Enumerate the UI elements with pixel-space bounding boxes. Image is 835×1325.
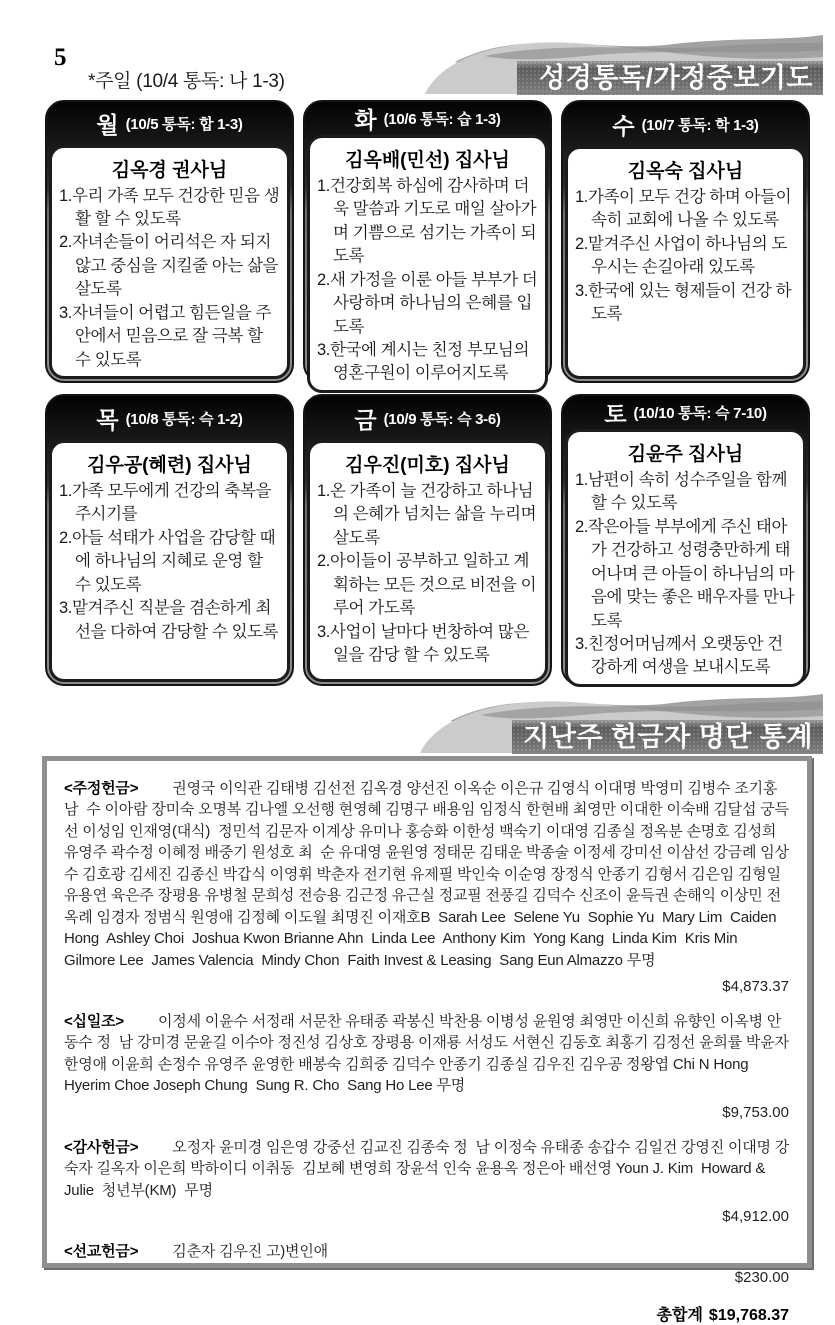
prayer-card-monday <box>45 100 294 383</box>
prayer-card-body <box>49 440 290 682</box>
offering-section-tithe <box>64 1011 791 1121</box>
sunday-reading-note: *주일 (10/4 통독: 나 1-3) <box>88 71 285 92</box>
offering-names-paragraph <box>64 1241 791 1262</box>
prayer-banner <box>425 34 823 96</box>
prayer-card-body <box>307 135 548 393</box>
prayer-item: 3.맡겨주신 직분을 겸손하게 최선을 다하여 감당할 수 있도록 <box>59 599 279 641</box>
day-label: 수 <box>612 112 635 139</box>
prayer-card-header <box>563 396 808 429</box>
offering-banner-title: 지난주 헌금자 명단 통계 <box>512 720 823 754</box>
day-label: 금 <box>354 406 377 433</box>
prayer-card-body <box>565 146 806 379</box>
day-label: 토 <box>604 401 627 427</box>
offering-total-amount: $19,768.37 <box>708 1307 789 1325</box>
prayer-card-body <box>49 145 290 379</box>
offering-donor-names: 이정세 이윤수 서정래 서문찬 유태종 곽봉신 박찬용 이병성 윤원영 최영만 이신희 유향인 이옥병 안동수 정 남 강미경 문윤길 이수아 정진성 김상호 장평용 이재룡 서성도 서현신 김동호 최홍기 김정선 윤희률 박윤자 한영애 이윤희 손정수 유영주 윤영한 배봉숙 김희중 김덕수 안종기 김종실 김우진 김우공 정왕엽 Chi N Hong Hyerim Choe Joseph Chung Sung R. Cho Sang Ho Lee 무명 <box>64 1012 793 1095</box>
prayer-card-header <box>47 102 292 145</box>
offering-section-label: <주정헌금> <box>64 780 139 797</box>
offering-names-paragraph <box>64 1137 791 1201</box>
offering-section-label: <선교헌금> <box>64 1243 139 1260</box>
prayer-card-body <box>307 440 548 682</box>
prayer-banner-title: 성경통독/가정중보기도 <box>517 61 823 95</box>
day-reading-info: (10/9 통독: 슥 3-6) <box>383 410 501 428</box>
person-name: 김옥배(민선) 집사님 <box>345 150 510 171</box>
prayer-card-header <box>305 396 550 440</box>
person-name: 김우공(혜련) 집사님 <box>87 455 252 476</box>
person-name: 김윤주 집사님 <box>627 444 744 465</box>
prayer-card-saturday <box>561 394 810 686</box>
offering-donor-names: 오정자 윤미경 임은영 강중선 김교진 김종숙 정 남 이정숙 유태종 송갑수 김일건 강영진 이대명 강숙자 길옥자 이은희 박하이디 이취동 김보혜 변영희 장윤석 인숙 윤용옥 정은아 배선영 Youn J. Kim Howard & Julie 청년부(KM) 무명 <box>64 1138 790 1199</box>
prayer-item: 2.맡겨주신 사업이 하나님의 도우시는 손길아래 있도록 <box>575 234 787 277</box>
offering-names-paragraph <box>64 778 791 971</box>
offering-amount: $4,912.00 <box>722 1208 789 1225</box>
offering-donor-names: 권영국 이익관 김태병 김선전 김옥경 양선진 이옥순 이은규 김영식 이대명 박영미 김병수 조기홍 남 수 이아람 장미숙 오명복 김나엘 오선행 현영혜 김명구 배용임 임정식 한현배 최영만 이대한 이숙배 김달섭 궁득선 이성임 인재영(대식) 정민석 김문자 이계상 유미나 홍승화 이한성 백숙기 이대영 김종실 정옥분 손명호 김성희 유영주 곽수정 이혜정 배중기 원성호 최 순 유대영 윤원영 정태문 김태운 박종술 이정세 강미선 이삼선 강금례 임상수 김호광 김세진 김종신 박갑식 이영휘 박춘자 전기현 유제필 박인숙 이순영 장정식 안종기 김형서 김은임 김형일 유용연 육은주 장평용 유병철 문희성 전승용 김근정 유근실 정교필 전풍길 김덕수 신조이 윤득권 손해익 이상민 전옥례 임경자 정범식 원영애 김정혜 이도월 최명진 이재호B Sarah Lee Selene Yu Sophie Yu Mary Lim Caiden Hong Ashley Choi Joshua Kwon Brianne Ahn Linda Lee Anthony Kim Yong Kang Linda Kim Kris Min Gilmore Lee James Valencia Mindy Chon Faith Invest & Leasing Sang Eun Almazzo 무명 <box>64 780 789 969</box>
prayer-item: 1.남편이 속히 성수주일을 함께 할 수 있도록 <box>575 471 787 513</box>
offering-total <box>64 1302 791 1325</box>
day-reading-info: (10/7 통독: 학 1-3) <box>641 116 759 134</box>
person-name: 김옥경 권사님 <box>111 159 228 181</box>
day-reading-info: (10/10 통독: 슥 7-10) <box>633 405 767 422</box>
person-name: 김우진(미호) 집사님 <box>345 455 510 476</box>
prayer-item: 2.아이들이 공부하고 일하고 계획하는 모든 것으로 비전을 이루어 가도록 <box>317 552 537 618</box>
offering-section-regular <box>64 778 791 995</box>
offering-amount: $230.00 <box>734 1269 789 1287</box>
offering-donor-names: 김춘자 김우진 고)변인애 <box>172 1243 328 1260</box>
prayer-item: 1.온 가족이 늘 건강하고 하나님의 은혜가 넘치는 삶을 누리며 살도록 <box>317 482 537 547</box>
prayer-item: 1.가족이 모두 건강 하며 아들이 속히 교회에 나올 수 있도록 <box>575 188 792 230</box>
offering-amount: $4,873.37 <box>722 977 789 995</box>
prayer-item: 3.자녀들이 어렵고 힘든일을 주안에서 믿음으로 잘 극복 할 수 있도록 <box>59 303 271 369</box>
prayer-item: 2.아들 석태가 사업을 감당할 때에 하나님의 지혜로 운영 할 수 있도록 <box>59 528 276 594</box>
prayer-card-header <box>47 396 292 440</box>
prayer-cards-grid <box>45 100 810 686</box>
offering-banner <box>420 693 823 755</box>
prayer-item: 1.가족 모두에게 건강의 축복을 주시기를 <box>59 482 271 524</box>
day-reading-info: (10/5 통독: 합 1-3) <box>125 115 243 133</box>
person-name: 김옥숙 집사님 <box>627 161 744 182</box>
prayer-item: 3.친정어머님께서 오랫동안 건강하게 여생을 보내시도록 <box>575 634 783 677</box>
prayer-card-header <box>305 102 550 135</box>
prayer-card-header <box>563 102 808 146</box>
offering-total-label: 총합계 <box>656 1307 703 1325</box>
offering-section-mission <box>64 1241 791 1286</box>
prayer-item: 2.새 가정을 이룬 아들 부부가 더 사랑하며 하나님의 은혜를 입도록 <box>317 270 538 336</box>
page-number: 5 <box>54 44 67 71</box>
offering-section-thanksgiving <box>64 1137 791 1225</box>
offering-section-label: <십일조> <box>64 1012 124 1030</box>
offering-amount: $9,753.00 <box>722 1103 789 1121</box>
offering-section-label: <감사헌금> <box>64 1138 139 1156</box>
prayer-item: 2.자녀손들이 어리석은 자 되지 않고 중심을 지킬줄 아는 삶을 살도록 <box>59 233 279 299</box>
day-label: 목 <box>96 406 119 433</box>
prayer-item: 3.한국에 계시는 친정 부모님의 영혼구원이 이루어지도록 <box>317 340 529 383</box>
prayer-item: 3.사업이 날마다 번창하여 많은 일을 감당 할 수 있도록 <box>317 622 529 664</box>
prayer-card-wednesday <box>561 100 810 383</box>
prayer-item: 1.건강회복 하심에 감사하며 더욱 말씀과 기도로 매일 살아가며 기쁨으로 섬기는 가족이 되도록 <box>317 177 537 266</box>
prayer-card-body <box>565 429 806 687</box>
day-reading-info: (10/6 통독: 습 1-3) <box>383 111 501 128</box>
offering-names-paragraph <box>64 1011 791 1097</box>
prayer-card-friday <box>303 394 552 686</box>
prayer-item: 2.작은아들 부부에게 주신 태아가 건강하고 성령충만하게 태어나며 큰 아들이 하나님의 마음에 맞는 좋은 배우자를 만나도록 <box>575 517 795 630</box>
prayer-card-tuesday <box>303 100 552 383</box>
prayer-card-thursday <box>45 394 294 686</box>
prayer-item: 1.우리 가족 모두 건강한 믿음 생활 할 수 있도록 <box>59 186 280 229</box>
day-reading-info: (10/8 통독: 슥 1-2) <box>125 410 243 428</box>
day-label: 화 <box>354 107 377 133</box>
offering-report-box <box>42 756 812 1325</box>
day-label: 월 <box>96 111 119 138</box>
prayer-item: 3.한국에 있는 형제들이 건강 하도록 <box>575 281 792 324</box>
